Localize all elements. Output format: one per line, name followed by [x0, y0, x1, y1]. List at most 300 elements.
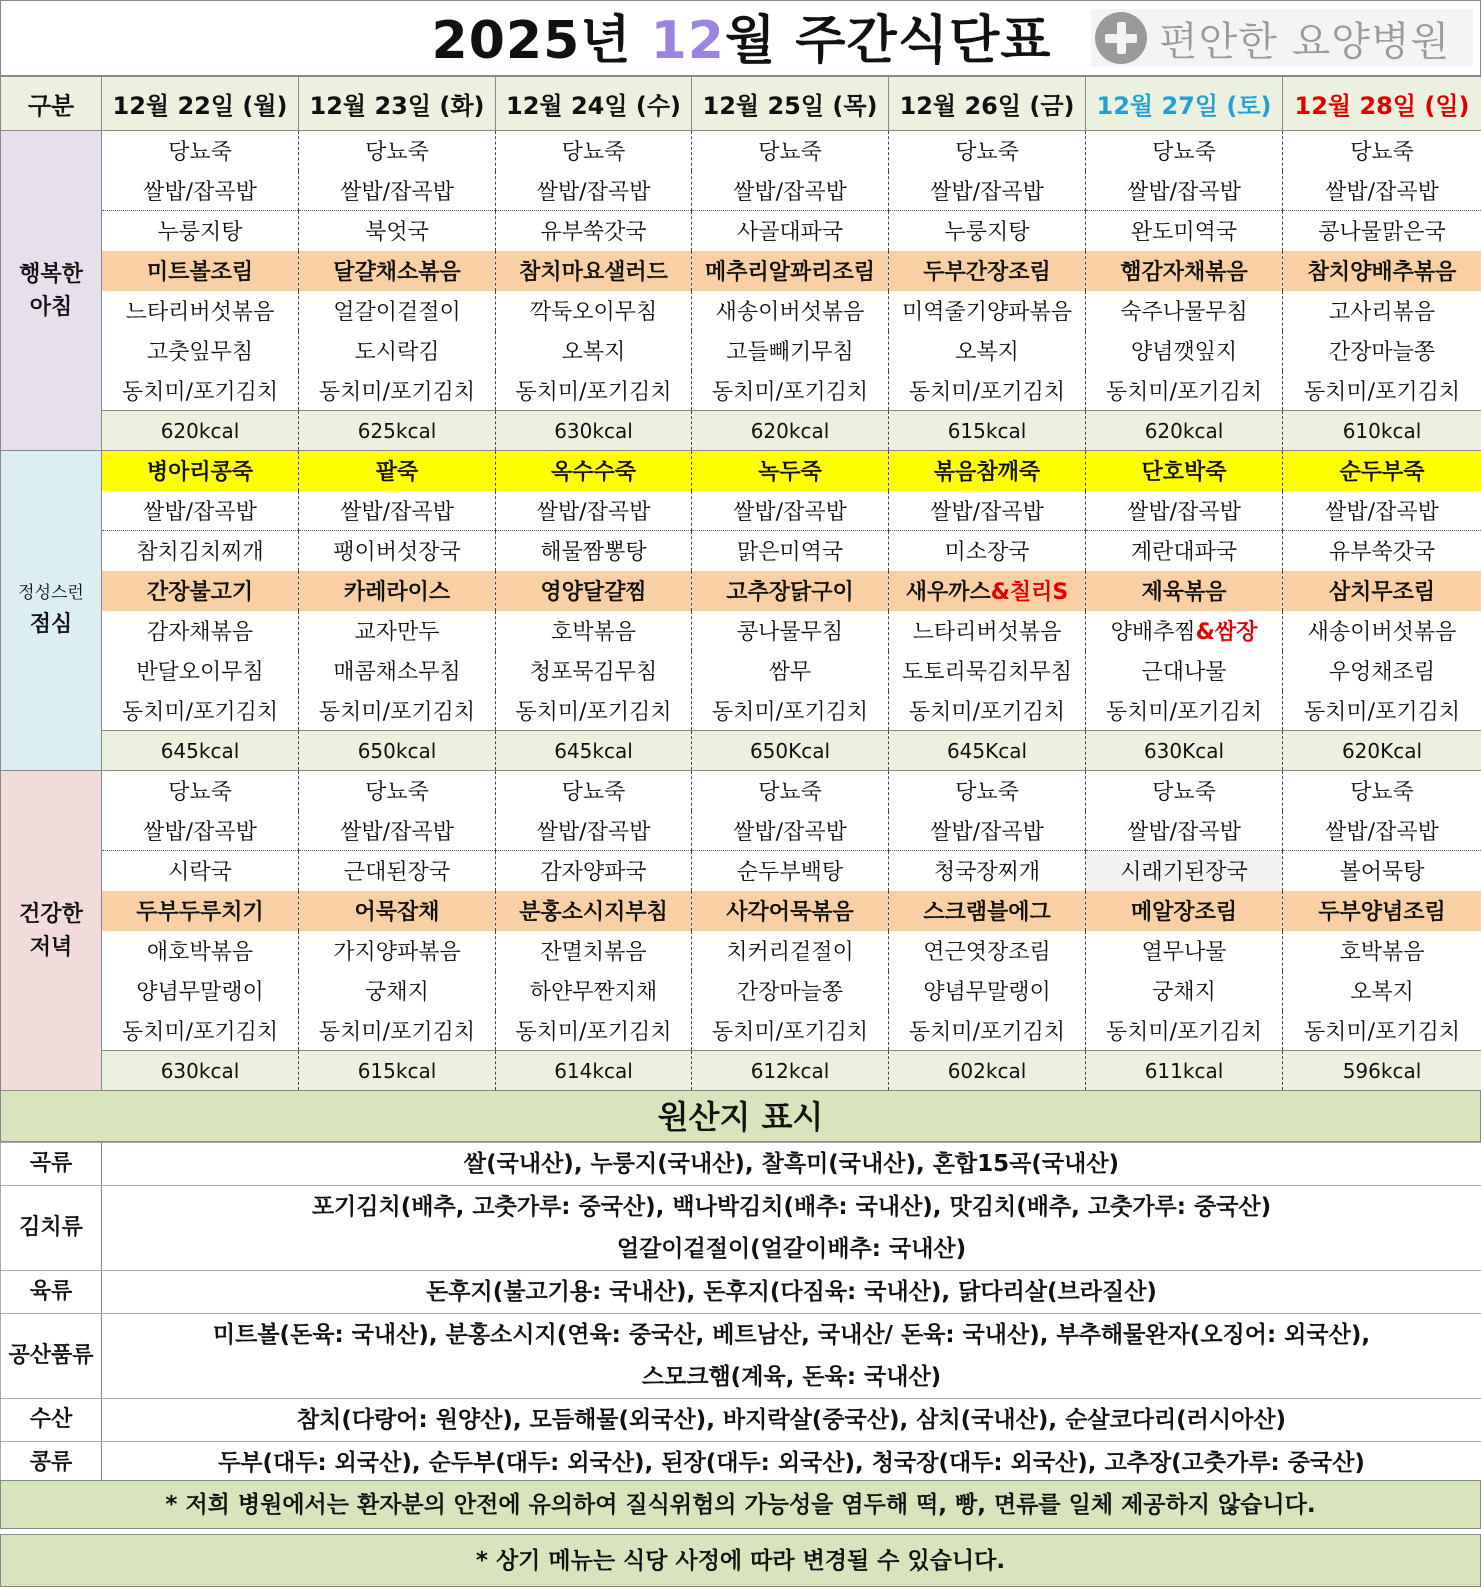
origin-label: 곡류 — [1, 1143, 102, 1186]
dinner-row — [1, 811, 1481, 851]
kcal-cell: 615kcal — [889, 411, 1086, 451]
menu-item-text: 호박볶음 — [1339, 940, 1425, 965]
menu-item-text: 청국장찌개 — [933, 860, 1041, 886]
menu-item — [102, 211, 299, 251]
menu-item — [496, 451, 692, 491]
menu-item-text: 고춧잎무침 — [146, 340, 254, 365]
menu-item — [496, 931, 692, 971]
menu-item — [889, 851, 1086, 891]
kcal-cell: 611kcal — [1086, 1051, 1283, 1091]
menu-item-text: 당뇨죽 — [955, 780, 1019, 806]
menu-item-extra: &칠리S — [990, 580, 1069, 605]
menu-item — [692, 811, 889, 851]
dinner-row — [1, 1011, 1481, 1051]
menu-item — [102, 611, 299, 651]
menu-item — [889, 691, 1086, 731]
breakfast-row — [1, 371, 1481, 411]
menu-item-text: 순두부백탕 — [736, 860, 844, 886]
origin-row-bean — [1, 1442, 1481, 1485]
breakfast-row — [1, 251, 1481, 291]
menu-item-text: 쌀밥/잡곡밥 — [733, 819, 847, 845]
menu-item-text: 양념무말랭이 — [923, 980, 1051, 1005]
kcal-cell: 620kcal — [1086, 411, 1283, 451]
menu-item-text: 호박볶음 — [550, 620, 636, 645]
origin-label: 육류 — [1, 1271, 102, 1314]
menu-item-extra: &쌈장 — [1195, 620, 1258, 645]
menu-item — [889, 491, 1086, 531]
lunch-row — [1, 691, 1481, 731]
menu-item-text: 당뇨죽 — [1350, 780, 1414, 806]
menu-item — [1283, 251, 1481, 291]
menu-item — [496, 651, 692, 691]
menu-item-text: 메알장조림 — [1130, 900, 1238, 925]
menu-item — [1086, 651, 1283, 691]
menu-item-text: 동치미/포기김치 — [908, 379, 1066, 405]
menu-item-text: 동치미/포기김치 — [1303, 379, 1461, 405]
kcal-cell: 645kcal — [102, 731, 299, 771]
menu-item-text: 하얀무짠지채 — [529, 980, 658, 1005]
menu-item — [299, 451, 496, 491]
menu-item — [889, 211, 1086, 251]
day-header: 12월 22일 (월) — [102, 77, 299, 131]
menu-item-text: 당뇨죽 — [1350, 140, 1414, 166]
menu-item — [102, 291, 299, 331]
menu-item-text: 두부두루치기 — [136, 900, 264, 925]
menu-item-text: 쌀밥/잡곡밥 — [536, 499, 651, 525]
menu-item — [102, 1011, 299, 1051]
menu-item — [1283, 811, 1481, 851]
menu-item — [496, 891, 692, 931]
lunch-row — [1, 651, 1481, 691]
menu-item-text: 고추장닭구이 — [726, 580, 854, 605]
menu-item — [692, 531, 889, 571]
dinner-row — [1, 1051, 1481, 1091]
menu-item — [1086, 491, 1283, 531]
kcal-cell: 630kcal — [102, 1051, 299, 1091]
menu-item — [496, 171, 692, 211]
origin-text: 돈후지(불고기용: 국내산), 돈후지(다짐육: 국내산), 닭다리살(브라질산) — [102, 1271, 1481, 1314]
breakfast-row — [1, 331, 1481, 371]
menu-item — [1086, 851, 1283, 891]
menu-item — [1086, 171, 1283, 211]
menu-item-text: 쌀밥/잡곡밥 — [930, 819, 1044, 845]
menu-item-text: 연근엿장조림 — [923, 940, 1051, 965]
origin-line: 포기김치(배추, 고춧가루: 중국산), 백나박김치(배추: 국내산), 맛김치(배추, 고춧가루: 중국산) — [311, 1194, 1272, 1220]
menu-item-text: 쌀밥/잡곡밥 — [143, 819, 257, 845]
title-month: 12 — [650, 11, 725, 71]
menu-item — [496, 131, 692, 171]
title-year: 2025년 — [431, 11, 651, 71]
menu-item-text: 누룽지탕 — [157, 220, 243, 246]
notice-no-choking-foods: * 저희 병원에서는 환자분의 안전에 유의하여 질식위험의 가능성을 염두해 떡, 빵, 면류를 일체 제공하지 않습니다. — [0, 1480, 1481, 1529]
menu-item — [496, 571, 692, 611]
origin-row-seafood — [1, 1399, 1481, 1442]
menu-item — [496, 611, 692, 651]
menu-item-text: 쌀밥/잡곡밥 — [536, 179, 651, 205]
menu-item — [889, 931, 1086, 971]
menu-item — [102, 891, 299, 931]
origin-title: 원산지 표시 — [0, 1090, 1481, 1142]
menu-item — [299, 171, 496, 211]
menu-item — [102, 531, 299, 571]
menu-item — [299, 811, 496, 851]
menu-item — [299, 131, 496, 171]
menu-item-text: 동치미/포기김치 — [711, 1019, 869, 1045]
menu-item-text: 동치미/포기김치 — [515, 1019, 672, 1045]
menu-item — [299, 571, 496, 611]
menu-item-text: 당뇨죽 — [1152, 140, 1216, 166]
menu-item — [299, 971, 496, 1011]
menu-item-text: 양념무말랭이 — [136, 980, 264, 1005]
menu-item — [1283, 611, 1481, 651]
menu-item — [1086, 331, 1283, 371]
menu-item — [692, 971, 889, 1011]
menu-item-text: 쌀밥/잡곡밥 — [1127, 179, 1241, 205]
menu-item-text: 당뇨죽 — [365, 140, 429, 166]
menu-item-text: 새송이버섯볶음 — [715, 300, 865, 325]
menu-item-text: 새송이버섯볶음 — [1307, 620, 1457, 645]
menu-item — [1086, 971, 1283, 1011]
menu-item — [1086, 811, 1283, 851]
menu-item-text: 가지양파볶음 — [333, 940, 461, 965]
meal-label-line: 건강한 — [19, 901, 83, 927]
menu-item — [102, 931, 299, 971]
menu-item-text: 맑은미역국 — [736, 540, 844, 566]
menu-item-text: 동치미/포기김치 — [711, 699, 869, 725]
menu-item — [496, 1011, 692, 1051]
menu-item-text: 미역줄기양파볶음 — [901, 300, 1073, 325]
kcal-cell: 610kcal — [1283, 411, 1481, 451]
menu-item-text: 쌀밥/잡곡밥 — [930, 499, 1044, 525]
kcal-cell: 602kcal — [889, 1051, 1086, 1091]
menu-item — [102, 971, 299, 1011]
menu-item — [1283, 1011, 1481, 1051]
menu-item-text: 청포묵김무침 — [529, 660, 658, 685]
menu-item-text: 애호박볶음 — [146, 940, 254, 965]
menu-item — [102, 131, 299, 171]
menu-item-text: 동치미/포기김치 — [121, 1019, 279, 1045]
menu-item-text: 누룽지탕 — [944, 220, 1030, 246]
breakfast-row — [1, 291, 1481, 331]
meal-label-line: 저녁 — [29, 934, 73, 960]
origin-line: 미트볼(돈육: 국내산), 분홍소시지(연육: 중국산, 베트남산, 국내산/ 돈육: 국내산), 부추해물완자(오징어: 외국산), — [212, 1322, 1371, 1348]
meal-label-line: 점심 — [29, 611, 73, 637]
menu-item — [692, 211, 889, 251]
menu-item — [102, 771, 299, 811]
menu-item — [692, 131, 889, 171]
breakfast-row — [1, 131, 1481, 171]
lunch-row — [1, 451, 1481, 491]
menu-item — [299, 1011, 496, 1051]
menu-item-text: 우엉채조림 — [1328, 660, 1436, 685]
menu-item — [1283, 291, 1481, 331]
origin-label: 수산 — [1, 1399, 102, 1442]
menu-item-text: 단호박죽 — [1141, 460, 1227, 486]
menu-item — [1283, 531, 1481, 571]
menu-item — [1283, 491, 1481, 531]
menu-item — [1283, 651, 1481, 691]
menu-item — [692, 931, 889, 971]
kcal-cell: 620kcal — [102, 411, 299, 451]
menu-item-text: 쌀밥/잡곡밥 — [536, 819, 651, 845]
menu-item-text: 교자만두 — [354, 620, 440, 645]
dinner-row — [1, 851, 1481, 891]
menu-item-text: 동치미/포기김치 — [318, 379, 476, 405]
menu-item-text: 동치미/포기김치 — [318, 699, 476, 725]
menu-item — [496, 811, 692, 851]
menu-item — [889, 1011, 1086, 1051]
breakfast-row — [1, 171, 1481, 211]
origin-label: 콩류 — [1, 1442, 102, 1485]
menu-item-text: 쌀밥/잡곡밥 — [733, 499, 847, 525]
menu-item-text: 도시락김 — [354, 340, 440, 365]
menu-item-text: 간장마늘쫑 — [736, 980, 844, 1005]
menu-item-text: 두부간장조림 — [923, 260, 1051, 285]
menu-item-text: 쌀밥/잡곡밥 — [340, 819, 454, 845]
day-header-sunday: 12월 28일 (일) — [1283, 77, 1481, 131]
lunch-row — [1, 731, 1481, 771]
corner-label: 구분 — [1, 77, 102, 131]
lunch-row — [1, 491, 1481, 531]
menu-item-text: 매콤채소무침 — [333, 660, 461, 685]
meal-label-line: 정성스런 — [18, 583, 84, 604]
menu-item — [1086, 251, 1283, 291]
menu-item — [496, 531, 692, 571]
kcal-cell: 612kcal — [692, 1051, 889, 1091]
menu-item — [102, 331, 299, 371]
menu-item — [889, 171, 1086, 211]
menu-item — [1086, 931, 1283, 971]
menu-item-text: 병아리콩죽 — [146, 460, 254, 486]
menu-item-text: 참치마요샐러드 — [519, 260, 668, 285]
menu-item-text: 열무나물 — [1141, 940, 1227, 965]
menu-item-text: 동치미/포기김치 — [515, 699, 672, 725]
menu-item-text: 고사리볶음 — [1328, 300, 1436, 325]
menu-item-text: 동치미/포기김치 — [1303, 699, 1461, 725]
menu-item — [889, 971, 1086, 1011]
menu-item — [889, 331, 1086, 371]
menu-item-text: 볼어묵탕 — [1339, 860, 1425, 886]
menu-item-text: 감자양파국 — [540, 860, 647, 886]
menu-item-text: 팽이버섯장국 — [333, 540, 461, 566]
menu-item — [102, 451, 299, 491]
origin-table — [0, 1142, 1481, 1485]
menu-item-text: 오복지 — [561, 340, 626, 365]
menu-item-text: 쌀밥/잡곡밥 — [1325, 499, 1439, 525]
menu-item — [889, 811, 1086, 851]
menu-item-text: 시락국 — [168, 860, 232, 886]
menu-item-text: 쌀밥/잡곡밥 — [340, 179, 454, 205]
menu-item-text: 오복지 — [1350, 980, 1414, 1005]
meal-label-line: 행복한 — [19, 261, 83, 287]
menu-item — [299, 771, 496, 811]
menu-item-text: 분홍소시지부침 — [519, 900, 668, 925]
menu-item-text: 제육볶음 — [1141, 580, 1227, 605]
menu-item — [692, 251, 889, 291]
menu-item — [496, 331, 692, 371]
menu-item-text: 볶음참깨죽 — [933, 460, 1041, 486]
menu-item — [692, 171, 889, 211]
kcal-cell: 630kcal — [496, 411, 692, 451]
menu-item — [1283, 371, 1481, 411]
menu-item-text: 순두부죽 — [1339, 460, 1425, 486]
origin-text: 쌀(국내산), 누룽지(국내산), 찰흑미(국내산), 혼합15곡(국내산) — [102, 1143, 1481, 1186]
menu-item — [1086, 611, 1283, 651]
menu-item-text: 쌀밥/잡곡밥 — [1127, 819, 1241, 845]
menu-item-text: 쌀밥/잡곡밥 — [733, 179, 847, 205]
menu-item-text: 동치미/포기김치 — [318, 1019, 476, 1045]
hospital-name: 편안한 요양병원 — [1159, 18, 1451, 65]
menu-item — [692, 611, 889, 651]
menu-item-text: 당뇨죽 — [168, 780, 232, 806]
menu-item — [889, 571, 1086, 611]
menu-item-text: 근대나물 — [1141, 660, 1227, 685]
menu-item — [1086, 571, 1283, 611]
menu-item-text: 계란대파국 — [1130, 540, 1238, 566]
menu-item — [102, 571, 299, 611]
menu-item — [1283, 691, 1481, 731]
menu-item — [1283, 571, 1481, 611]
menu-item-text: 메추리알꽈리조림 — [704, 260, 876, 285]
menu-item — [102, 691, 299, 731]
menu-item — [102, 371, 299, 411]
menu-item-text: 감자채볶음 — [146, 620, 254, 645]
origin-text: 참치(다랑어: 원양산), 모듬해물(외국산), 바지락살(중국산), 삼치(국내산), 순살코다리(러시아산) — [102, 1399, 1481, 1442]
menu-item-text: 영양달걀찜 — [540, 580, 647, 605]
menu-item — [692, 371, 889, 411]
dinner-row — [1, 771, 1481, 811]
menu-item-text: 카레라이스 — [343, 580, 451, 605]
menu-item — [496, 771, 692, 811]
menu-item-text: 완도미역국 — [1130, 220, 1238, 246]
menu-item-text: 당뇨죽 — [758, 140, 822, 166]
title-rest: 월 주간식단표 — [724, 11, 1052, 71]
menu-item-text: 햄감자채볶음 — [1120, 260, 1248, 285]
menu-item — [496, 851, 692, 891]
menu-item — [1086, 211, 1283, 251]
menu-item-text: 북엇국 — [365, 220, 429, 246]
menu-item — [299, 291, 496, 331]
dinner-row — [1, 971, 1481, 1011]
kcal-cell: 596kcal — [1283, 1051, 1481, 1091]
menu-item — [496, 291, 692, 331]
origin-label: 김치류 — [1, 1186, 102, 1271]
origin-text — [102, 1314, 1481, 1399]
menu-item — [1283, 131, 1481, 171]
kcal-cell: 614kcal — [496, 1051, 692, 1091]
kcal-cell: 620Kcal — [1283, 731, 1481, 771]
menu-item — [889, 771, 1086, 811]
medical-cross-icon — [1095, 12, 1147, 64]
menu-item-text: 쌀밥/잡곡밥 — [1325, 819, 1439, 845]
day-header: 12월 25일 (목) — [692, 77, 889, 131]
menu-item — [496, 691, 692, 731]
menu-item — [1086, 291, 1283, 331]
menu-item-text: 시래기된장국 — [1120, 860, 1248, 886]
menu-item-text: 참치김치찌개 — [136, 540, 264, 566]
origin-row-grain — [1, 1143, 1481, 1186]
menu-item — [1283, 211, 1481, 251]
menu-item — [496, 251, 692, 291]
day-header-row — [1, 77, 1481, 131]
menu-item-text: 당뇨죽 — [955, 140, 1019, 166]
origin-label: 공산품류 — [1, 1314, 102, 1399]
menu-item — [299, 931, 496, 971]
menu-item-text: 잔멸치볶음 — [540, 940, 647, 965]
menu-item-text: 콩나물무침 — [736, 620, 844, 645]
menu-item-text: 옥수수죽 — [550, 460, 636, 486]
menu-item — [299, 531, 496, 571]
menu-item — [102, 851, 299, 891]
menu-item — [102, 171, 299, 211]
origin-row-processed — [1, 1314, 1481, 1399]
menu-item-text: 궁채지 — [365, 980, 429, 1005]
menu-item — [692, 291, 889, 331]
menu-item — [1283, 851, 1481, 891]
menu-item-text: 고들빼기무침 — [726, 340, 854, 365]
menu-item-text: 얼갈이겉절이 — [333, 300, 461, 325]
menu-item — [299, 211, 496, 251]
menu-item — [889, 451, 1086, 491]
menu-item — [1086, 531, 1283, 571]
notice-menu-may-change: * 상기 메뉴는 식당 사정에 따라 변경될 수 있습니다. — [0, 1534, 1481, 1587]
breakfast-row — [1, 411, 1481, 451]
menu-item-text: 오복지 — [955, 340, 1019, 365]
menu-item — [299, 611, 496, 651]
menu-item-text: 쌀밥/잡곡밥 — [930, 179, 1044, 205]
kcal-cell: 645Kcal — [889, 731, 1086, 771]
menu-item — [299, 251, 496, 291]
kcal-cell: 625kcal — [299, 411, 496, 451]
menu-item — [889, 251, 1086, 291]
menu-item-text: 도토리묵김치무침 — [901, 660, 1073, 685]
menu-item — [1086, 371, 1283, 411]
menu-item-text: 동치미/포기김치 — [711, 379, 869, 405]
menu-item — [692, 691, 889, 731]
menu-item — [1086, 1011, 1283, 1051]
menu-item-text: 동치미/포기김치 — [121, 379, 279, 405]
menu-item — [692, 771, 889, 811]
menu-item — [299, 891, 496, 931]
origin-text — [102, 1186, 1481, 1271]
menu-item-text: 사골대파국 — [736, 220, 844, 246]
menu-item-text: 동치미/포기김치 — [1105, 379, 1263, 405]
menu-item-text: 동치미/포기김치 — [908, 699, 1066, 725]
menu-item — [1283, 891, 1481, 931]
menu-item-text: 참치양배추볶음 — [1307, 260, 1457, 285]
menu-item-text: 어묵잡채 — [354, 900, 440, 925]
menu-item-text: 사각어묵볶음 — [726, 900, 854, 925]
menu-item-text: 달걀채소볶음 — [333, 260, 461, 285]
menu-item-text: 당뇨죽 — [168, 140, 232, 166]
menu-item — [692, 891, 889, 931]
menu-item — [1283, 451, 1481, 491]
menu-item-text: 스크램블에그 — [923, 900, 1051, 925]
day-header-saturday: 12월 27일 (토) — [1086, 77, 1283, 131]
menu-item-text: 동치미/포기김치 — [121, 699, 279, 725]
menu-item-text: 간장불고기 — [146, 580, 254, 605]
menu-item — [299, 491, 496, 531]
menu-item-text: 당뇨죽 — [1152, 780, 1216, 806]
lunch-row — [1, 611, 1481, 651]
menu-item — [1283, 931, 1481, 971]
menu-item-text: 양념깻잎지 — [1130, 340, 1238, 365]
menu-item — [102, 811, 299, 851]
day-header: 12월 24일 (수) — [496, 77, 692, 131]
origin-row-meat — [1, 1271, 1481, 1314]
menu-item — [692, 571, 889, 611]
menu-item — [299, 651, 496, 691]
